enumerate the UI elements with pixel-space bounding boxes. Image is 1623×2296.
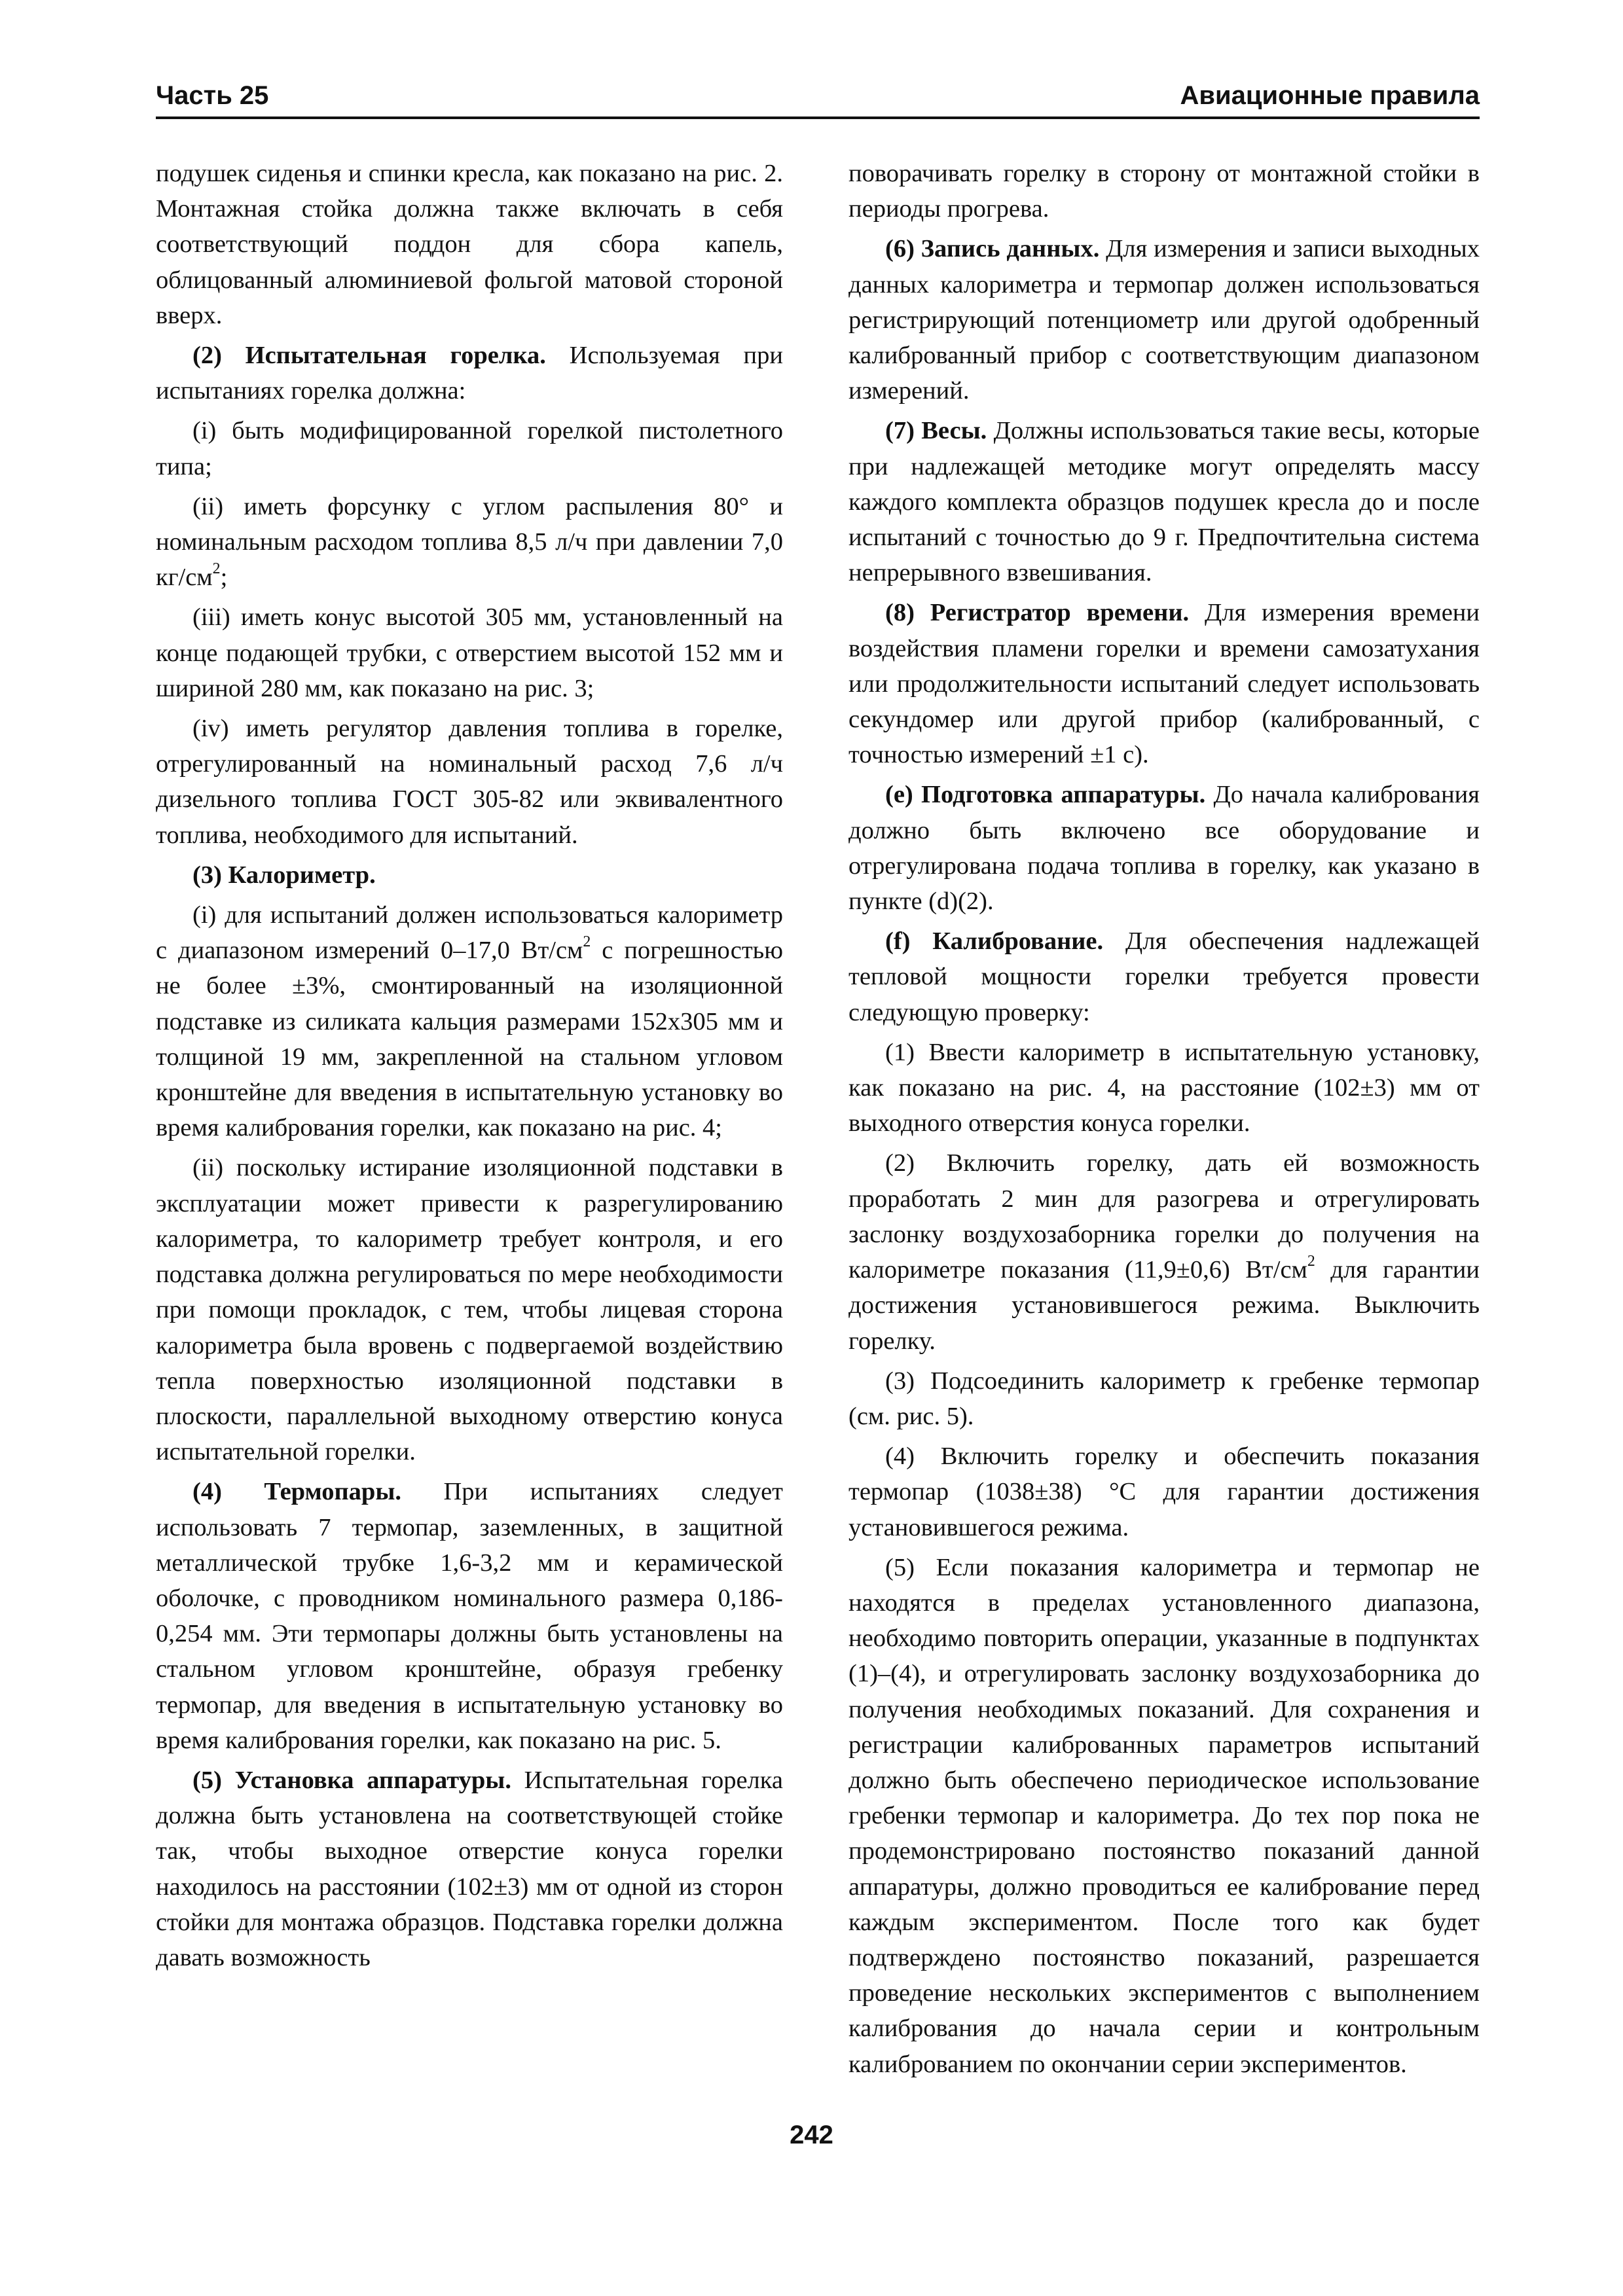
paragraph: (8) Регистратор времени. Для измерения времени воздействия пламени горелки и времени самозатухания или продолжительности испытаний следует использовать секундомер или другой прибор (калиброванный, с точностью измерений ±1 с). [848, 599, 1480, 769]
section-heading: (e) Подготовка аппаратуры. [885, 781, 1206, 809]
section-heading: (7) Весы. [885, 417, 987, 445]
section-heading: (8) Регистратор времени. [885, 599, 1190, 627]
paragraph: (5) Установка аппаратуры. Испытательная горелка должна быть установлена на соответствующей стойке так, чтобы выходное отверстие конуса горелки находилось на расстоянии (102±3) мм от одной из сторон стойки для монтажа образцов. Подставка горелки должна давать возможность [156, 1766, 783, 1971]
paragraph: (5) Если показания калориметра и термопар не находятся в пределах установленного диапазона, необходимо повторить операции, указанные в подпунктах (1)–(4), и отрегулировать заслонку воздухозаборника до получения необходимых показаний. Для сохранения и регистрации калиброванных параметров испытаний должно быть обеспечено периодическое использование гребенки термопар и калориметра. До тех пор пока не продемонстрировано постоянство показаний данной аппаратуры, должно проводиться ее калибрование перед каждым экспериментом. После того как будет подтверждено постоянство показаний, разрешается проведение нескольких экспериментов с выполнением калибрования до начала серии и контрольным калиброванием по окончании серии экспериментов. [848, 1553, 1480, 2078]
paragraph: (i) быть модифицированной горелкой пистолетного типа; [156, 417, 783, 480]
page-header [156, 77, 1480, 119]
paragraph: (7) Весы. Должны использоваться такие весы, которые при надлежащей методике могут определять массу каждого комплекта образцов подушек кресла до и после испытаний с точностью до 9 г. Предпочтительна система непрерывного взвешивания. [848, 417, 1480, 587]
paragraph: (e) Подготовка аппаратуры. До начала калибрования должно быть включено все оборудование и отрегулирована подача топлива в горелку, как указано в пункте (d)(2). [848, 781, 1480, 916]
page-number: 242 [790, 2121, 833, 2149]
paragraph: (ii) поскольку истирание изоляционной подставки в эксплуатации может привести к разрегулированию калориметра, то калориметр требует контроля, и его подставка должна регулироваться по мере необходимости при помощи прокладок, с тем, чтобы лицевая сторона калориметра была вровень с подвергаемой воздействию тепла поверхностью изоляционной подставки в плоскости, параллельной выходному отверстию конуса испытательной горелки. [156, 1154, 783, 1466]
header-document-title: Авиационные правила [1180, 81, 1480, 110]
right-column [848, 156, 1480, 2087]
paragraph: (i) для испытаний должен использоваться калориметр с диапазоном измерений 0–17,0 $Вт/см^2$ с погрешностью не более ±3%, смонтированный на изоляционной подставке из силиката кальция размерами 152х305 мм и толщиной 19 мм, закрепленной на стальном угловом кронштейне для введения в испытательную установку во время калибрования горелки, как показано на рис. 4; [156, 901, 783, 1142]
paragraph: поворачивать горелку в сторону от монтажной стойки в периоды прогрева. [848, 160, 1480, 223]
paragraph: (iii) иметь конус высотой 305 мм, установленный на конце подающей трубки, с отверстием высотой 152 мм и шириной 280 мм, как показано на рис. 3; [156, 603, 783, 702]
paragraph: (1) Ввести калориметр в испытательную установку, как показано на рис. 4, на расстояние (102±3) мм от выходного отверстия конуса горелки. [848, 1038, 1480, 1138]
left-column [156, 156, 783, 1980]
header-part-label: Часть 25 [156, 81, 269, 110]
paragraph: (3) Подсоединить калориметр к гребенке термопар (см. рис. 5). [848, 1367, 1480, 1430]
paragraph: подушек сиденья и спинки кресла, как показано на рис. 2. Монтажная стойка должна также включать в себя соответствующий поддон для сбора капель, облицованный алюминиевой фольгой матовой стороной вверх. [156, 160, 783, 329]
paragraph [156, 857, 783, 893]
paragraph: (2) Испытательная горелка. Используемая при испытаниях горелка должна: [156, 342, 783, 405]
section-heading: (6) Запись данных. [885, 235, 1100, 263]
paragraph: (6) Запись данных. Для измерения и записи выходных данных калориметра и термопар должен использоваться регистрирующий потенциометр или другой одобренный калиброванный прибор с соответствующим диапазоном измерений. [848, 235, 1480, 405]
section-heading: (2) Испытательная горелка. [192, 342, 546, 370]
paragraph: (4) Термопары. При испытаниях следует использовать 7 термопар, заземленных, в защитной металлической трубке 1,6-3,2 мм и керамической оболочке, с проводником номинального размера 0,186-0,254 мм. Эти термопары должны быть установлены на стальном угловом кронштейне, образуя гребенку термопар, для введения в испытательную установку во время калибрования горелки, как показано на рис. 5. [156, 1478, 783, 1754]
paragraph: (f) Калибрование. Для обеспечения надлежащей тепловой мощности горелки требуется провести следующую проверку: [848, 927, 1480, 1026]
section-heading: (3) Калориметр. [192, 861, 376, 889]
paragraph: (ii) иметь форсунку с углом распыления 80° и номинальным расходом топлива 8,5 л/ч при давлении 7,0 $кг/см^2$; [156, 492, 783, 592]
paragraph: (2) Включить горелку, дать ей возможность проработать 2 мин для разогрева и отрегулировать заслонку воздухозаборника горелки до получения на калориметре показания (11,9±0,6) $Вт/см^2$ для гарантии достижения установившегося режима. Выключить горелку. [848, 1149, 1480, 1355]
section-heading: (4) Термопары. [192, 1478, 402, 1506]
section-heading: (5) Установка аппаратуры. [192, 1766, 511, 1794]
section-heading: (f) Калибрование. [885, 927, 1104, 956]
paragraph: (iv) иметь регулятор давления топлива в горелке, отрегулированный на номинальный расход 7,6 л/ч дизельного топлива ГОСТ 305-82 или эквивалентного топлива, необходимого для испытаний. [156, 715, 783, 849]
paragraph: (4) Включить горелку и обеспечить показания термопар (1038±38) °С для гарантии достижения установившегося режима. [848, 1443, 1480, 1541]
